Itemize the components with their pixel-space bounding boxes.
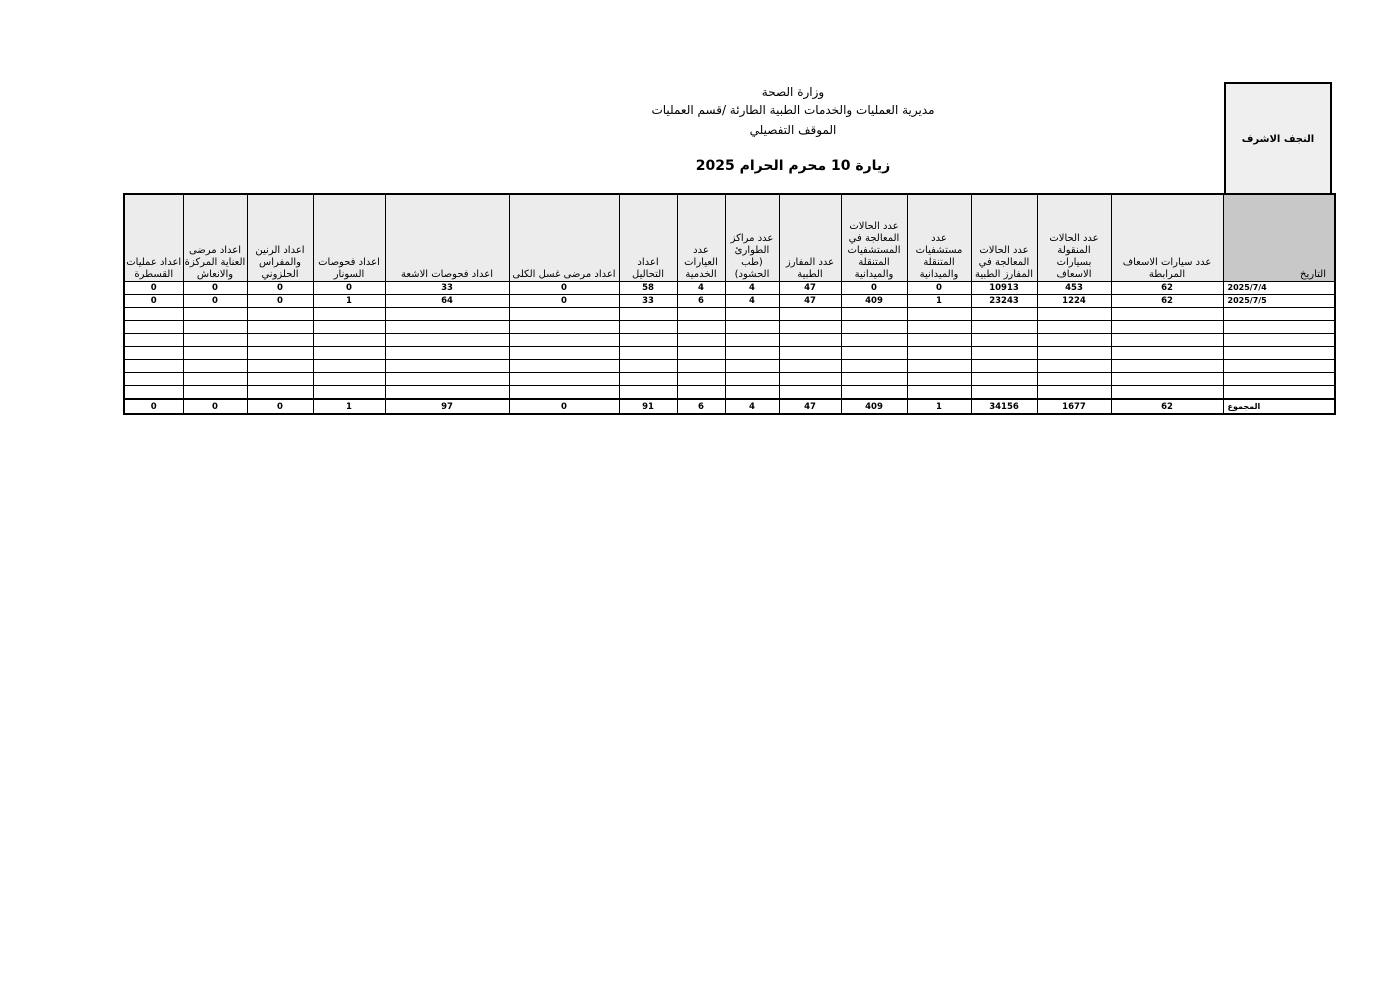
table-cell <box>677 373 725 386</box>
table-cell <box>183 386 247 400</box>
table-cell: 0 <box>183 295 247 308</box>
table-cell: 47 <box>779 282 841 295</box>
table-cell <box>907 373 971 386</box>
table-row <box>124 308 1335 321</box>
table-cell: 33 <box>619 295 677 308</box>
table-row <box>124 282 1335 295</box>
table-cell <box>183 373 247 386</box>
table-cell <box>124 334 183 347</box>
table-cell: 4 <box>725 295 779 308</box>
total-cell: 0 <box>247 399 313 414</box>
table-cell <box>385 321 509 334</box>
directorate-title: مديرية العمليات والخدمات الطبية الطارئة /قسم العمليات <box>651 103 935 117</box>
table-cell <box>841 347 907 360</box>
table-cell <box>971 360 1037 373</box>
table-cell: 0 <box>247 295 313 308</box>
table-cell <box>1111 347 1223 360</box>
table-cell <box>725 386 779 400</box>
table-cell: 0 <box>907 282 971 295</box>
column-header: اعداد عمليات القسطرة <box>124 194 183 282</box>
column-header-date: التاريخ <box>1223 194 1335 282</box>
table-cell <box>1037 373 1111 386</box>
column-header: عدد المفارز الطبية <box>779 194 841 282</box>
total-cell: 0 <box>124 399 183 414</box>
table-cell: 1 <box>907 295 971 308</box>
table-cell <box>247 360 313 373</box>
table-body <box>124 282 1335 415</box>
column-header: اعداد فحوصات الاشعة <box>385 194 509 282</box>
total-cell: 97 <box>385 399 509 414</box>
table-cell <box>677 386 725 400</box>
table-cell <box>1037 308 1111 321</box>
table-cell <box>677 308 725 321</box>
total-cell: 47 <box>779 399 841 414</box>
table-cell <box>619 321 677 334</box>
table-cell: 0 <box>841 282 907 295</box>
table-cell <box>907 386 971 400</box>
table-cell: 0 <box>183 282 247 295</box>
table-cell <box>385 386 509 400</box>
table-cell <box>509 386 619 400</box>
table-cell: 47 <box>779 295 841 308</box>
table-cell <box>779 386 841 400</box>
total-cell: 1 <box>907 399 971 414</box>
table-cell <box>509 360 619 373</box>
table-cell <box>779 373 841 386</box>
date-cell <box>1223 360 1335 373</box>
table-cell <box>183 308 247 321</box>
event-title: زيارة 10 محرم الحرام 2025 <box>695 158 891 174</box>
date-cell <box>1223 321 1335 334</box>
table-cell: 0 <box>313 282 385 295</box>
table-cell <box>385 373 509 386</box>
table-row <box>124 321 1335 334</box>
table-cell: 1224 <box>1037 295 1111 308</box>
table-cell: 0 <box>247 282 313 295</box>
column-header: عدد سيارات الاسعاف المرابطة <box>1111 194 1223 282</box>
table-cell <box>725 360 779 373</box>
table-cell <box>124 321 183 334</box>
table-cell <box>247 373 313 386</box>
table-cell: 4 <box>677 282 725 295</box>
column-header: عدد الحالات المنقولة بسيارات الاسعاف <box>1037 194 1111 282</box>
total-cell: 4 <box>725 399 779 414</box>
table-cell <box>779 321 841 334</box>
table-cell: 6 <box>677 295 725 308</box>
table-cell <box>619 360 677 373</box>
table-cell <box>907 308 971 321</box>
table-cell <box>1111 334 1223 347</box>
table-cell <box>385 360 509 373</box>
column-header: اعداد الرنين والمفراس الحلزوني <box>247 194 313 282</box>
table-cell <box>247 321 313 334</box>
table-cell <box>971 386 1037 400</box>
table-cell <box>509 321 619 334</box>
table-cell <box>725 334 779 347</box>
table-cell <box>841 334 907 347</box>
report-type-title: الموقف التفصيلي <box>749 123 837 137</box>
table-cell <box>779 347 841 360</box>
table-cell <box>509 334 619 347</box>
table-cell: 10913 <box>971 282 1037 295</box>
table-cell <box>907 347 971 360</box>
table-cell <box>313 373 385 386</box>
table-cell: 33 <box>385 282 509 295</box>
table-cell <box>385 308 509 321</box>
date-cell: 2025/7/5 <box>1223 295 1335 308</box>
table-cell <box>619 308 677 321</box>
table-cell <box>1111 308 1223 321</box>
table-cell <box>313 308 385 321</box>
table-cell <box>247 308 313 321</box>
table-cell <box>509 308 619 321</box>
table-cell <box>779 308 841 321</box>
total-cell: 0 <box>509 399 619 414</box>
table-cell <box>841 360 907 373</box>
table-cell <box>725 347 779 360</box>
date-cell: 2025/7/4 <box>1223 282 1335 295</box>
governorate-label: النجف الاشرف <box>1224 82 1332 194</box>
table-cell <box>247 347 313 360</box>
table-cell <box>779 360 841 373</box>
table-cell <box>971 308 1037 321</box>
table-cell <box>509 373 619 386</box>
column-header: اعداد فحوصات السونار <box>313 194 385 282</box>
table-cell: 0 <box>509 282 619 295</box>
report-table <box>123 193 1336 415</box>
table-cell <box>183 321 247 334</box>
table-cell: 1 <box>313 295 385 308</box>
table-cell <box>1111 373 1223 386</box>
table-cell <box>725 308 779 321</box>
table-cell <box>313 321 385 334</box>
table-cell <box>1111 321 1223 334</box>
table-cell <box>907 334 971 347</box>
table-cell: 62 <box>1111 295 1223 308</box>
column-header: عدد الحالات المعالجة في المفارز الطبية <box>971 194 1037 282</box>
table-cell <box>124 386 183 400</box>
table-cell <box>247 334 313 347</box>
column-header: عدد الحالات المعالجة في المستشفيات المتنقلة والميدانية <box>841 194 907 282</box>
column-header: اعداد التحاليل <box>619 194 677 282</box>
table-cell <box>385 334 509 347</box>
column-header: اعداد مرضى العناية المركزة والانعاش <box>183 194 247 282</box>
table-cell <box>247 386 313 400</box>
table-cell <box>619 347 677 360</box>
date-cell <box>1223 347 1335 360</box>
table-cell <box>841 386 907 400</box>
total-cell: 6 <box>677 399 725 414</box>
table-cell: 23243 <box>971 295 1037 308</box>
total-cell: 0 <box>183 399 247 414</box>
table-row <box>124 334 1335 347</box>
table-row <box>124 360 1335 373</box>
table-cell <box>124 308 183 321</box>
table-cell <box>907 360 971 373</box>
table-cell <box>677 321 725 334</box>
report-header <box>123 82 1332 194</box>
table-cell <box>971 347 1037 360</box>
table-cell <box>124 373 183 386</box>
table-cell: 453 <box>1037 282 1111 295</box>
total-cell: 62 <box>1111 399 1223 414</box>
date-cell <box>1223 334 1335 347</box>
header-row <box>124 194 1335 282</box>
date-cell <box>1223 373 1335 386</box>
table-cell <box>619 386 677 400</box>
table-cell <box>1037 334 1111 347</box>
table-cell <box>971 334 1037 347</box>
table-cell <box>841 373 907 386</box>
table-row <box>124 373 1335 386</box>
table-cell <box>183 347 247 360</box>
table-cell <box>1111 360 1223 373</box>
table-cell <box>124 360 183 373</box>
column-header: عدد مراكز الطوارئ (طب الحشود) <box>725 194 779 282</box>
table-cell <box>907 321 971 334</box>
table-cell <box>313 347 385 360</box>
table-cell <box>1037 347 1111 360</box>
table-cell: 64 <box>385 295 509 308</box>
column-header: عدد العيارات الخدمية <box>677 194 725 282</box>
table-cell <box>509 347 619 360</box>
total-cell: 1677 <box>1037 399 1111 414</box>
table-cell <box>1111 386 1223 400</box>
ministry-title: وزارة الصحة <box>761 85 825 99</box>
total-cell: 1 <box>313 399 385 414</box>
table-cell: 0 <box>124 295 183 308</box>
table-cell <box>313 360 385 373</box>
table-row <box>124 295 1335 308</box>
table-cell <box>313 334 385 347</box>
total-cell: 409 <box>841 399 907 414</box>
date-cell <box>1223 386 1335 400</box>
table-cell <box>841 321 907 334</box>
table-cell: 58 <box>619 282 677 295</box>
table-cell <box>1037 386 1111 400</box>
table-cell <box>1037 360 1111 373</box>
total-cell: 34156 <box>971 399 1037 414</box>
table-cell: 0 <box>124 282 183 295</box>
table-cell <box>677 360 725 373</box>
table-cell <box>385 347 509 360</box>
table-cell <box>971 373 1037 386</box>
column-header: اعداد مرضى غسل الكلى <box>509 194 619 282</box>
table-cell <box>1037 321 1111 334</box>
table-row <box>124 347 1335 360</box>
table-cell <box>677 334 725 347</box>
table-cell <box>619 334 677 347</box>
table-cell: 4 <box>725 282 779 295</box>
table-cell <box>779 334 841 347</box>
total-cell: 91 <box>619 399 677 414</box>
table-cell <box>725 321 779 334</box>
date-cell <box>1223 308 1335 321</box>
table-cell: 0 <box>509 295 619 308</box>
table-cell: 409 <box>841 295 907 308</box>
table-cell <box>183 334 247 347</box>
table-cell <box>313 386 385 400</box>
column-header: عدد مستشفيات المتنقلة والميدانية <box>907 194 971 282</box>
table-cell <box>183 360 247 373</box>
total-label: المجموع <box>1223 399 1335 414</box>
table-cell <box>124 347 183 360</box>
table-cell <box>725 373 779 386</box>
total-row <box>124 399 1335 414</box>
table-cell: 62 <box>1111 282 1223 295</box>
table-cell <box>971 321 1037 334</box>
table-row <box>124 386 1335 400</box>
table-cell <box>677 347 725 360</box>
table-cell <box>841 308 907 321</box>
table-cell <box>619 373 677 386</box>
